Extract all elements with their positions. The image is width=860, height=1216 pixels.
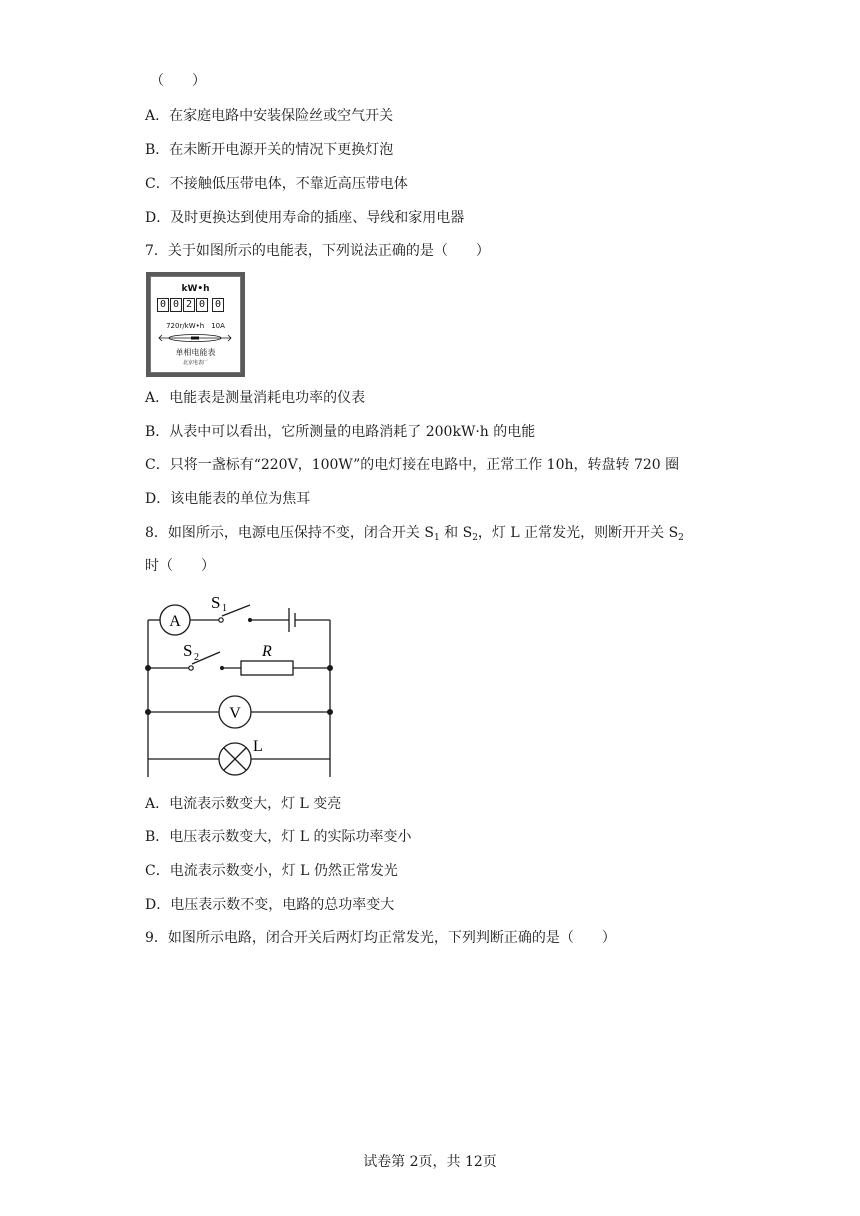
meter-digit: 2 bbox=[183, 298, 195, 312]
page-footer: 试卷第 2页，共 12页 bbox=[363, 1154, 497, 1170]
q6-option-a: A．在家庭电路中安装保险丝或空气开关 bbox=[145, 108, 394, 124]
q8-stem-sub: 2 bbox=[472, 533, 478, 543]
switch-s1-sub: 1 bbox=[222, 603, 227, 614]
voltmeter-label: V bbox=[229, 705, 241, 722]
meter-rotating-disk-icon bbox=[157, 333, 233, 343]
q8-option-c: C．电流表示数变小，灯 L 仍然正常发光 bbox=[145, 863, 398, 879]
q8-option-b: B．电压表示数变大，灯 L 的实际功率变小 bbox=[145, 829, 412, 845]
meter-digits bbox=[157, 298, 224, 312]
switch-s2-contact bbox=[221, 667, 224, 670]
meter-digit: 0 bbox=[170, 298, 182, 312]
junction-dot bbox=[327, 665, 333, 671]
switch-s2-sub: 2 bbox=[194, 652, 199, 663]
q7-option-a: A．电能表是测量消耗电功率的仪表 bbox=[145, 390, 366, 406]
meter-digit: 0 bbox=[157, 298, 169, 312]
junction-dot bbox=[145, 709, 151, 715]
meter-name: 单相电能表 bbox=[175, 348, 216, 357]
resistor-label: R bbox=[262, 643, 272, 660]
switch-s1-label: S bbox=[211, 593, 221, 612]
q6-option-b: B．在未断开电源开关的情况下更换灯泡 bbox=[145, 142, 394, 158]
q8-option-d: D．电压表示数不变，电路的总功率变大 bbox=[145, 897, 395, 913]
electric-meter-figure bbox=[146, 272, 245, 377]
q8-option-a: A．电流表示数变大，灯 L 变亮 bbox=[145, 796, 342, 812]
q6-paren: （ ） bbox=[150, 73, 206, 89]
q8-stem bbox=[145, 524, 684, 542]
switch-s2-contact bbox=[189, 666, 193, 670]
q6-option-d: D．及时更换达到使用寿命的插座、导线和家用电器 bbox=[145, 210, 465, 226]
q7-stem: 7．关于如图所示的电能表，下列说法正确的是（ ） bbox=[145, 243, 490, 259]
q8-stem-sub: 2 bbox=[678, 533, 684, 543]
q7-option-c: C．只将一盏标有“220V，100W”的电灯接在电路中，正常工作 10h，转盘转 720 圈 bbox=[145, 457, 680, 473]
meter-digit: 0 bbox=[196, 298, 208, 312]
q7-option-b: B．从表中可以看出，它所测量的电路消耗了 200kW·h 的电能 bbox=[145, 424, 536, 440]
meter-digit-decimal: 0 bbox=[212, 298, 224, 312]
lamp-label: L bbox=[253, 738, 263, 755]
resistor bbox=[241, 661, 293, 675]
q8-stem-line2: 时（ ） bbox=[145, 558, 215, 574]
q6-option-c: C．不接触低压带电体，不靠近高压带电体 bbox=[145, 176, 408, 192]
q7-option-d: D．该电能表的单位为焦耳 bbox=[145, 491, 311, 507]
switch-s2-label: S bbox=[183, 641, 193, 660]
switch-s1-contact bbox=[249, 619, 252, 622]
q8-stem-text: 和 S bbox=[439, 525, 473, 541]
meter-maker: 北京电表厂 bbox=[182, 360, 208, 366]
meter-unit: kW•h bbox=[181, 284, 210, 294]
junction-dot bbox=[327, 709, 333, 715]
circuit-diagram bbox=[140, 588, 340, 780]
q8-stem-sub: 1 bbox=[433, 533, 440, 543]
ammeter-label: A bbox=[169, 613, 181, 630]
q8-stem-text: ，灯 L 正常发光，则断开开关 S bbox=[477, 525, 679, 541]
meter-face bbox=[150, 276, 241, 373]
switch-s1-contact bbox=[219, 618, 223, 622]
junction-dot bbox=[145, 665, 151, 671]
q8-stem-text: 8．如图所示，电源电压保持不变，闭合开关 S bbox=[145, 525, 434, 541]
q9-stem: 9．如图所示电路，闭合开关后两灯均正常发光，下列判断正确的是（ ） bbox=[145, 930, 616, 946]
meter-spec: 720r/kW•h 10A bbox=[166, 322, 225, 330]
